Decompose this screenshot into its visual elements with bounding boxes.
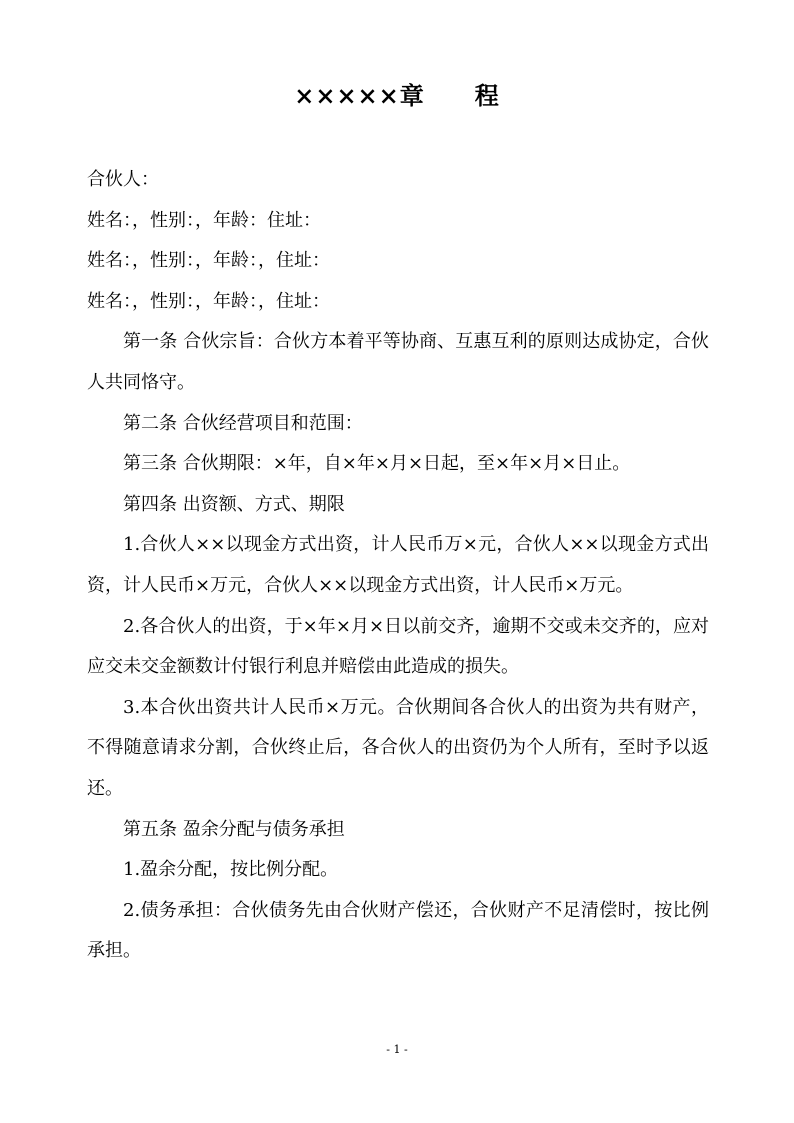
article-5-heading: 第五条 盈余分配与债务承担 xyxy=(123,818,345,840)
partners-heading: 合伙人： xyxy=(87,169,159,190)
article-4-heading: 第四条 出资额、方式、期限 xyxy=(123,493,345,515)
partner-info-line-2: 姓名：，性别：，年龄：，住址： xyxy=(87,250,330,272)
article-2: 第二条 合伙经营项目和范围： xyxy=(123,412,363,434)
partner-info-line-1: 姓名：，性别：，年龄：住址： xyxy=(87,209,321,231)
page-number: - 1 - xyxy=(386,1043,408,1056)
article-4-clause-2: 2.各合伙人的出资，于×年×月×日以前交齐，逾期不交或未交齐的，应对应交未交金额数计付银行利息并赔偿由此造成的损失。 xyxy=(87,615,709,678)
article-5-clause-2: 2.债务承担：合伙债务先由合伙财产偿还，合伙财产不足清偿时，按比例承担。 xyxy=(87,899,709,962)
partner-info-line-3: 姓名：，性别：，年龄：，住址： xyxy=(87,290,330,312)
article-1: 第一条 合伙宗旨：合伙方本着平等协商、互惠互利的原则达成协定，合伙人共同恪守。 xyxy=(87,331,709,393)
document-body xyxy=(87,160,709,972)
article-4-clause-1: 1.合伙人××以现金方式出资，计人民币万×元，合伙人××以现金方式出资，计人民币×万元，合伙人××以现金方式出资，计人民币×万元。 xyxy=(87,534,709,596)
article-5-clause-1: 1.盈余分配，按比例分配。 xyxy=(123,859,339,881)
article-4-clause-3: 3.本合伙出资共计人民币×万元。合伙期间各合伙人的出资为共有财产，不得随意请求分割，合伙终止后，各合伙人的出资仍为个人所有，至时予以返还。 xyxy=(87,696,709,799)
document-title: ×××××章 程 xyxy=(294,81,500,110)
article-3: 第三条 合伙期限：×年，自×年×月×日起，至×年×月×日止。 xyxy=(123,453,631,475)
